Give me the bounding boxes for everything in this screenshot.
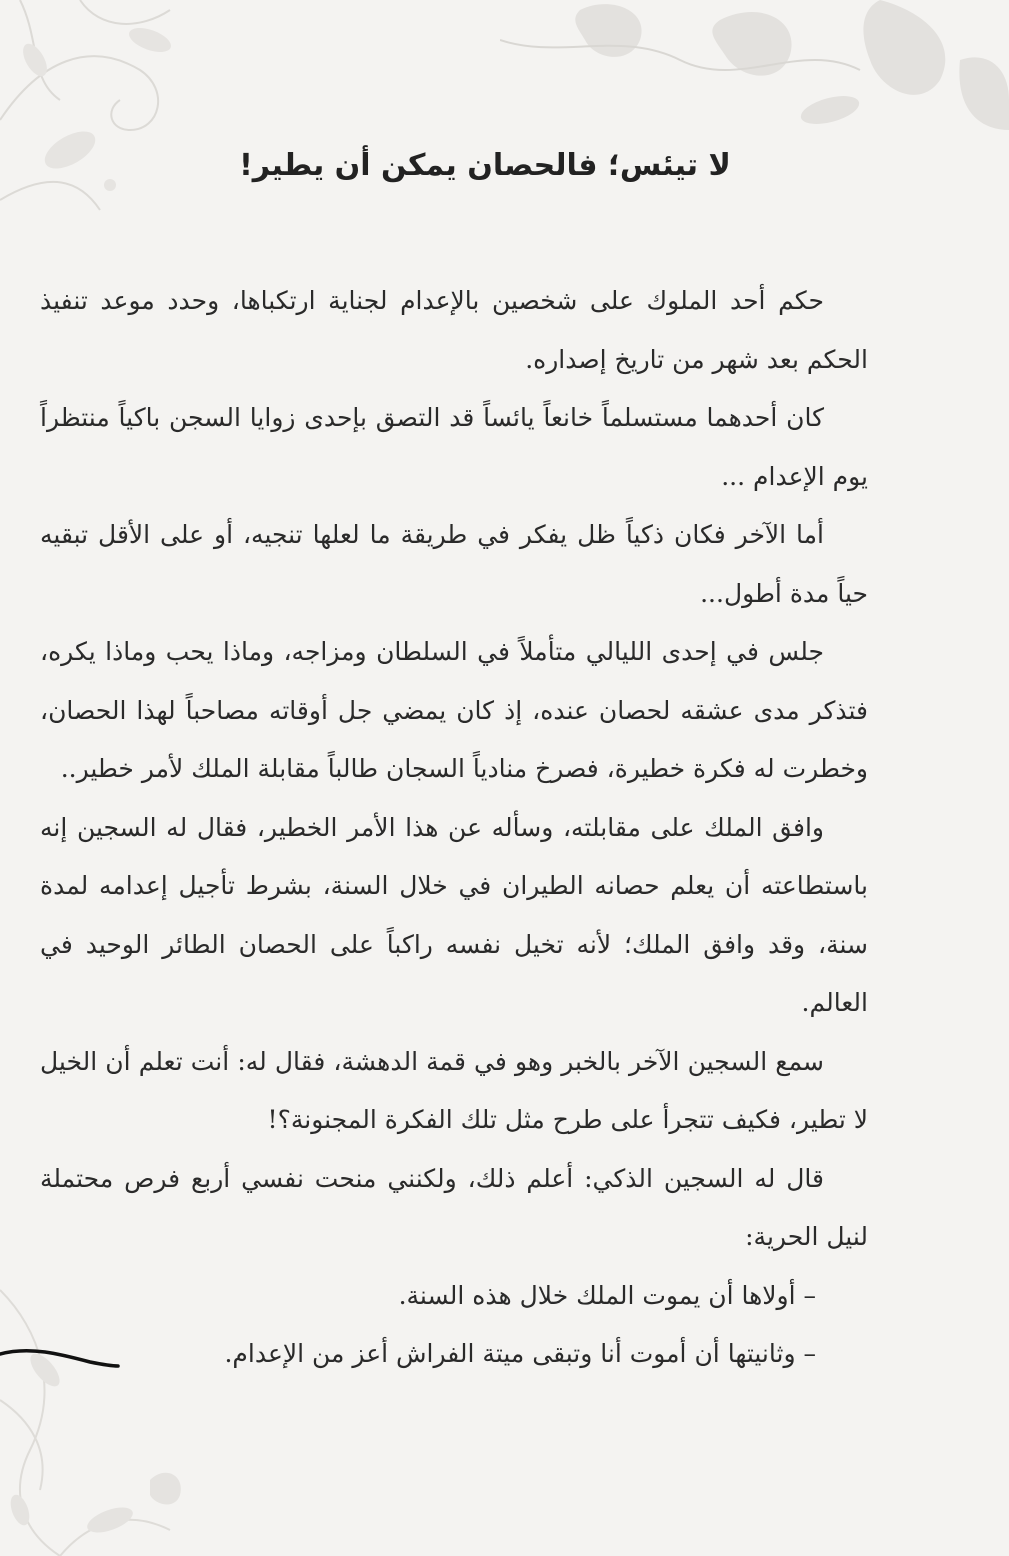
floral-ornament-top-left <box>0 0 260 260</box>
paragraph: حكم أحد الملوك على شخصين بالإعدام لجناية ارتكباها، وحدد موعد تنفيذ الحكم بعد شهر من تاريخ إصداره. <box>40 286 868 374</box>
paragraph: قال له السجين الذكي: أعلم ذلك، ولكنني منحت نفسي أربع فرص محتملة لنيل الحرية: <box>40 1163 868 1251</box>
list-item: – أولاها أن يموت الملك خلال هذه السنة. <box>398 1280 816 1310</box>
paragraph: أما الآخر فكان ذكياً ظل يفكر في طريقة ما لعلها تنجيه، أو على الأقل تبقيه حياً مدة أطول... <box>40 520 868 608</box>
page-title: لا تيئس؛ فالحصان يمكن أن يطير! <box>239 148 731 183</box>
paragraph: كان أحدهما مستسلماً خانعاً يائساً قد التصق بإحدى زوايا السجن باكياً منتظراً يوم الإعدام ... <box>40 403 868 491</box>
paragraph: سمع السجين الآخر بالخبر وهو في قمة الدهشة، فقال له: أنت تعلم أن الخيل لا تطير، فكيف تتجرأ على طرح مثل تلك الفكرة المجنونة؟! <box>40 1046 868 1134</box>
paragraph: وافق الملك على مقابلته، وسأله عن هذا الأمر الخطير، فقال له السجين إنه باستطاعته أن يعلم حصانه الطيران في خلال السنة، بشرط تأجيل إعدامه لمدة سنة، وقد وافق الملك؛ لأنه تخيل نفسه راكباً على الحصان الطائر الوحيد في العالم. <box>40 812 868 1017</box>
story-body <box>40 272 868 1384</box>
paragraph: جلس في إحدى الليالي متأملاً في السلطان ومزاجه، وماذا يحب وماذا يكره، فتذكر مدى عشقه لحصان عنده، إذ كان يمضي جل أوقاته مصاحباً لهذا الحصان، وخطرت له فكرة خطيرة، فصرخ منادياً السجان طالباً مقابلة الملك لأمر خطير.. <box>40 637 868 783</box>
list-item: – وثانيتها أن أموت أنا وتبقى ميتة الفراش أعز من الإعدام. <box>224 1339 816 1368</box>
floral-ornament-top-right <box>500 0 1009 140</box>
